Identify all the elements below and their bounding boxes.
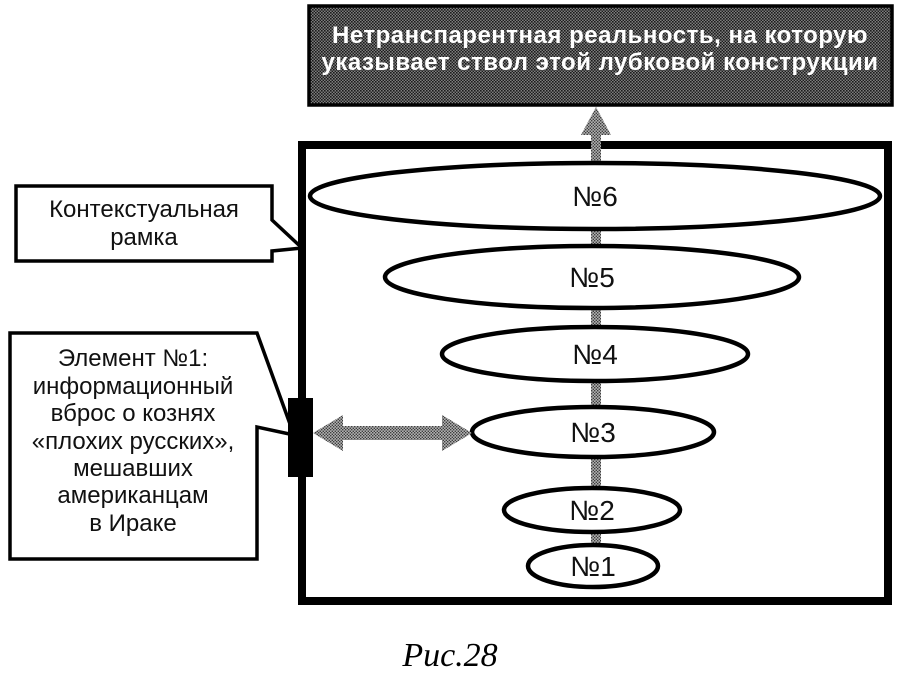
funnel-ellipse-4-label: №4 xyxy=(572,339,618,370)
callout-contextual-frame-line-2: рамка xyxy=(110,224,178,251)
reality-banner-line-2: указывает ствол этой лубковой конструкции xyxy=(321,49,879,76)
reality-banner-line-1: Нетранспарентная реальность, на которую xyxy=(331,22,869,49)
callout-element-1-line-2: информационный xyxy=(32,373,234,400)
funnel-ellipse-6-label: №6 xyxy=(572,181,618,212)
figure-caption: Рис.28 xyxy=(402,637,498,674)
element-1-marker-bar xyxy=(288,398,313,477)
funnel-ellipse-3-label: №3 xyxy=(570,417,616,448)
callout-element-1-line-1: Элемент №1: xyxy=(57,345,209,372)
callout-element-1-line-6: американцам xyxy=(57,482,209,509)
callout-contextual-frame-line-1: Контекстуальная xyxy=(49,196,239,223)
callout-element-1-line-7: в Ираке xyxy=(89,510,177,537)
funnel-ellipse-5-label: №5 xyxy=(569,262,615,293)
funnel-ellipse-2-label: №2 xyxy=(569,495,615,526)
callout-element-1-line-3: вброс о кознях xyxy=(50,400,216,427)
funnel-ellipse-1-label: №1 xyxy=(570,551,616,582)
callout-element-1-line-5: мешавших xyxy=(73,455,193,482)
callout-element-1-line-4: «плохих русских», xyxy=(31,428,235,455)
